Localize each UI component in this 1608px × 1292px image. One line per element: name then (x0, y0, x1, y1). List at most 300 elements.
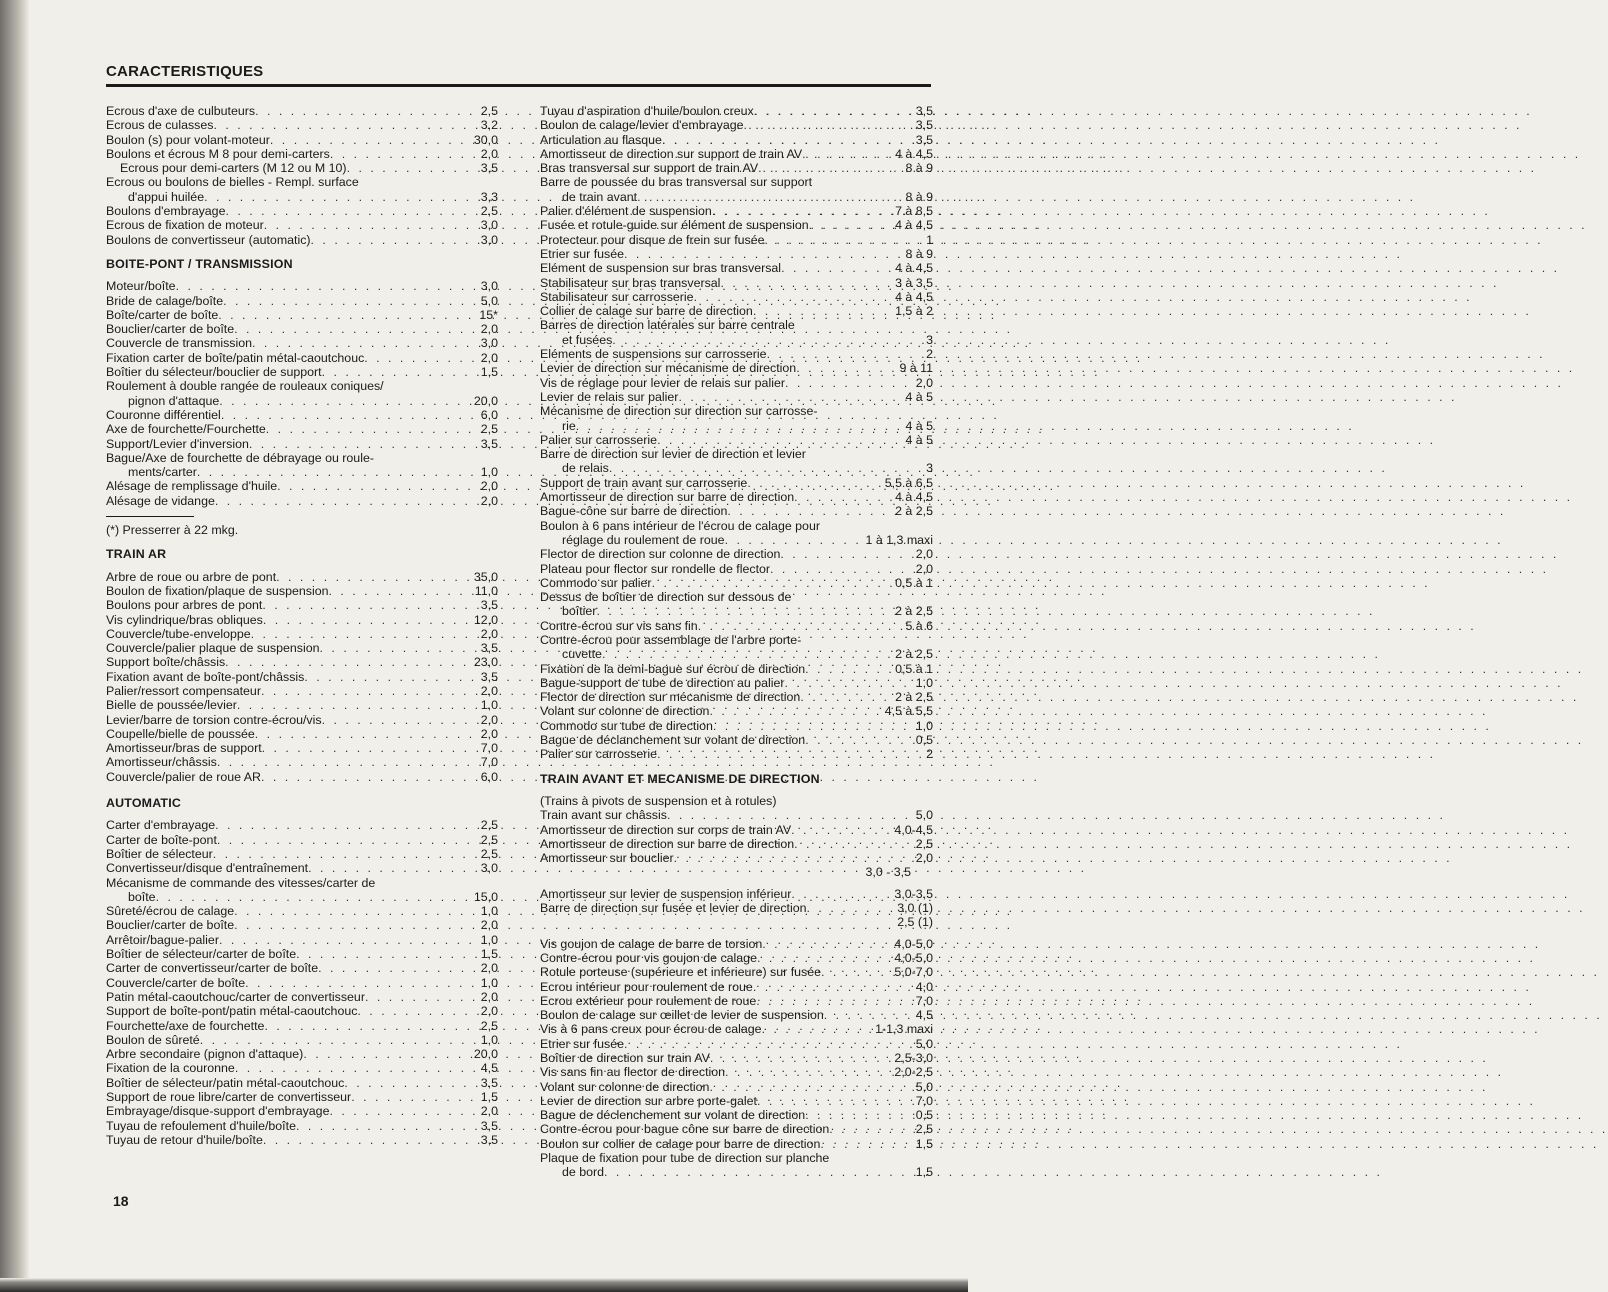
spec-value: 1,0 (480, 932, 498, 947)
section-title-boite-pont: BOITE-PONT / TRANSMISSION (106, 256, 293, 271)
spec-label: Boulon (s) pour volant-moteur (106, 132, 270, 147)
leader-dots (754, 104, 913, 118)
spec-value: 23,0 (473, 655, 498, 670)
leader-dots (322, 365, 478, 379)
spec-row (106, 976, 498, 990)
spec-value: 2,5 (480, 818, 498, 833)
spec-row (106, 655, 498, 669)
spec-label: Couvercle de transmission (106, 336, 252, 351)
spec-value: 2,0 (915, 547, 933, 562)
spec-value: 2,0 (915, 375, 933, 390)
fusee-extra-value: 2,5 (1) (897, 915, 933, 930)
spec-row (106, 190, 498, 204)
spec-row (106, 598, 498, 612)
leader-dots (770, 562, 913, 576)
leader-dots (725, 1065, 891, 1079)
leader-dots (197, 465, 478, 479)
spec-label: Carter d'embrayage (106, 818, 216, 833)
spec-label: Contre-écrou pour assemblage de l'arbre porte- (540, 632, 802, 647)
leader-dots (176, 279, 478, 293)
spec-label: Support de train avant sur carrosserie (540, 475, 748, 490)
spec-row (106, 161, 498, 175)
spec-row (106, 118, 498, 132)
page-title: CARACTERISTIQUES (106, 63, 264, 80)
spec-value: 2,0 (480, 322, 498, 337)
leader-dots (753, 304, 892, 318)
spec-row (540, 118, 933, 132)
leader-dots (276, 570, 471, 584)
leader-dots (225, 655, 471, 669)
leader-dots (217, 755, 478, 769)
leader-dots (296, 1119, 478, 1133)
spec-row (106, 933, 498, 947)
automatic-list (106, 818, 498, 1147)
spec-row (540, 1051, 933, 1065)
spec-label: cuvette (562, 647, 602, 662)
leader-dots (809, 218, 892, 232)
spec-value: 2,5 (480, 846, 498, 861)
leader-dots (820, 1137, 912, 1151)
spec-row (106, 294, 498, 308)
page-bottom-shadow (0, 1278, 968, 1292)
spec-value: 2,0 (915, 561, 933, 576)
spec-value: 2,0 (480, 712, 498, 727)
spec-row (540, 647, 933, 661)
spec-row (540, 304, 933, 318)
spec-value: 2,5-3,0 (894, 1051, 933, 1065)
spec-row (540, 519, 933, 533)
spec-row (540, 1122, 933, 1136)
spec-value: 3,5 (915, 118, 933, 133)
spec-label: Palier sur carrosserie (540, 747, 658, 762)
spec-value: 5,0 (915, 808, 933, 823)
spec-label: Amortisseur de direction sur barre de direction (540, 836, 795, 851)
spec-row (106, 308, 498, 322)
leader-dots (785, 676, 913, 690)
spec-row (540, 1065, 933, 1079)
leader-dots (791, 823, 891, 837)
spec-value: 1,0 (480, 465, 498, 480)
spec-value: 7 à 8,5 (895, 204, 933, 219)
spec-value: 2,0 (480, 989, 498, 1004)
spec-row (540, 965, 933, 979)
spacer (540, 880, 933, 887)
spec-value: 1,5 (915, 1136, 933, 1151)
spec-value: 3,5 (480, 669, 498, 684)
spec-label: Amortisseur sur bouclier (540, 851, 674, 866)
leader-dots (215, 494, 478, 508)
train-avant-subtitle: (Trains à pivots de suspension et à rotules) (540, 793, 777, 808)
spec-label: Mécanisme de direction sur direction sur carrosse- (540, 404, 818, 419)
spec-row (540, 433, 933, 447)
leader-dots (329, 584, 472, 598)
spec-label: Ecrous de fixation de moteur (106, 218, 264, 233)
spec-label: Vis à 6 pans creux pour écrou de calage (540, 1022, 762, 1037)
spec-row (540, 901, 933, 915)
leader-dots (824, 1008, 913, 1022)
title-rule (106, 84, 931, 87)
spec-row (106, 770, 498, 784)
leader-dots (255, 727, 478, 741)
spec-label: Arbre secondaire (pignon d'attaque) (106, 1047, 304, 1062)
spec-row (540, 980, 933, 994)
spec-value: 3,3 (480, 189, 498, 204)
spec-row (540, 361, 933, 375)
spec-label: Stabilisateur sur carrosserie (540, 289, 694, 304)
spec-row (106, 365, 498, 379)
spec-value: 2,5 (480, 1018, 498, 1033)
spec-label: Patin métal-caoutchouc/carter de convertisseur (106, 989, 365, 1004)
spec-value: 7,0 (915, 1093, 933, 1108)
leader-dots (765, 233, 924, 247)
spec-row (540, 290, 933, 304)
spec-label: Eléments de suspensions sur carrosserie (540, 347, 767, 362)
spec-row (540, 808, 933, 822)
spec-value: 2,5 (480, 204, 498, 219)
spec-label: Alésage de vidange (106, 493, 215, 508)
spec-row (106, 818, 498, 832)
section-title-train-ar: TRAIN AR (106, 547, 167, 562)
leader-dots (604, 1165, 913, 1179)
leader-dots (662, 133, 913, 147)
spec-row (106, 204, 498, 218)
leader-dots (727, 504, 892, 518)
spec-value: 4 à 5 (905, 432, 933, 447)
spec-label: Support de boîte-pont/patin métal-caoutchouc (106, 1004, 358, 1019)
spec-row (106, 833, 498, 847)
spec-value: 2,5 (480, 832, 498, 847)
spec-row (106, 741, 498, 755)
spec-value: 1,0 (915, 675, 933, 690)
spec-value: 7,0 (480, 755, 498, 770)
spec-label: Flector de direction sur mécanisme de direction (540, 690, 801, 705)
leader-dots (218, 308, 476, 322)
spec-value: 1 à 1,3 maxi (865, 532, 933, 547)
spec-label: Axe de fourchette/Fourchette (106, 422, 266, 437)
leader-dots (264, 1019, 477, 1033)
spec-value: 5,0 (915, 1079, 933, 1094)
spec-row (540, 204, 933, 218)
spec-label: Amortisseur/châssis (106, 755, 217, 770)
spec-label: Ecrous ou boulons de bielles - Rempl. surface (106, 175, 359, 190)
spec-value: 2 (926, 347, 933, 362)
spec-value: 1,5 (915, 1165, 933, 1180)
spec-value: 0,5 (915, 1108, 933, 1123)
spec-value: 2 à 2,5 (895, 504, 933, 519)
spec-row (540, 1094, 933, 1108)
spec-label: Alésage de remplissage d'huile (106, 479, 278, 494)
spec-row (106, 584, 498, 598)
spec-row (106, 1047, 498, 1061)
spec-value: 3,5 (480, 598, 498, 613)
train-avant-list-a (540, 808, 933, 865)
spec-label: Collier de calage sur barre de direction (540, 304, 753, 319)
leader-dots (758, 161, 902, 175)
spec-value: 11,0 (474, 583, 498, 598)
spec-row (106, 570, 498, 584)
spec-row (106, 1033, 498, 1047)
spec-row (106, 684, 498, 698)
spec-label: Support de roue libre/carter de convertisseur (106, 1090, 352, 1104)
spec-row (106, 847, 498, 861)
leader-dots (794, 837, 913, 851)
spec-row (540, 547, 933, 561)
spec-label: de bord (562, 1165, 605, 1180)
spec-label: Elément de suspension sur bras transversal (540, 261, 782, 276)
spec-value: 2 à 2,5 (895, 604, 933, 619)
spec-row (540, 704, 933, 718)
spec-value: 2,0 (480, 1104, 498, 1119)
spec-row (106, 876, 498, 890)
leader-dots (225, 204, 477, 218)
spec-row (540, 576, 933, 590)
leader-dots (213, 847, 478, 861)
leader-dots (576, 419, 903, 433)
section-title-automatic: AUTOMATIC (106, 796, 181, 811)
spec-row (540, 562, 933, 576)
spec-value: 7,0 (915, 993, 933, 1008)
spec-row (540, 1022, 933, 1036)
spec-label: Ecrous d'axe de culbuteurs (106, 104, 256, 118)
spec-row (106, 379, 498, 393)
leader-dots (364, 351, 477, 365)
train-avant-list-b (540, 887, 933, 916)
leader-dots (796, 361, 896, 375)
spec-label: Boîtier du sélecteur/bouclier de support (106, 365, 322, 380)
spec-label: Bague/Axe de fourchette de débrayage ou roule- (106, 450, 374, 465)
spec-value: 15* (479, 307, 498, 322)
leader-dots (612, 333, 923, 347)
leader-dots (303, 1047, 471, 1061)
boite-pont-list (106, 279, 498, 508)
spec-label: Barre de poussée du bras transversal sur support (540, 175, 813, 190)
spec-label: Tuyau de refoulement d'huile/boîte (106, 1118, 296, 1133)
leader-dots (304, 670, 477, 684)
leader-dots (757, 1094, 913, 1108)
spec-value: 2,0 (480, 350, 498, 365)
spec-row (106, 465, 498, 479)
spec-row (106, 351, 498, 365)
spec-value: 3,0 (480, 336, 498, 351)
spec-label: Fusée et rotule-guide sur élément de suspension (540, 218, 809, 233)
train-ar-list (106, 570, 498, 784)
leader-dots (713, 719, 913, 733)
spec-label: Palier d'élément de suspension (540, 204, 712, 219)
leader-dots (791, 887, 891, 901)
leader-dots (757, 951, 891, 965)
spec-value: 2 (926, 747, 933, 762)
leader-dots (624, 247, 902, 261)
spec-label: Flector de direction sur colonne de direction (540, 547, 781, 562)
leader-dots (720, 276, 892, 290)
leader-dots (805, 662, 892, 676)
spec-label: Bague-support de tube de direction au palier (540, 675, 785, 690)
spec-label: Palier sur carrosserie (540, 432, 658, 447)
leader-dots (753, 980, 913, 994)
leader-dots (785, 376, 913, 390)
spec-value: 35,0 (473, 569, 498, 584)
spec-value: 1,5 (480, 947, 498, 962)
leader-dots (320, 641, 478, 655)
spec-label: Train avant sur châssis (540, 808, 667, 823)
spec-row (106, 947, 498, 961)
leader-dots (237, 698, 478, 712)
spec-value: 1-1,3 maxi (875, 1022, 933, 1037)
spec-value: 3,0-3,5 (894, 886, 933, 901)
footnote: (*) Presserrer à 22 mkg. (106, 523, 239, 538)
spec-value: 4 à 4,5 (895, 146, 933, 161)
spec-value: 3,2 (480, 118, 498, 133)
spec-label: réglage du roulement de roue (562, 532, 725, 547)
leader-dots (678, 390, 902, 404)
spec-label: Boulons pour arbres de pont (106, 598, 263, 613)
spec-label: Bras transversal sur support de train AV (540, 161, 759, 176)
spec-row (106, 641, 498, 655)
spec-label: Levier de relais sur palier (540, 389, 679, 404)
leader-dots (712, 204, 892, 218)
spec-row (540, 1080, 933, 1094)
spec-row (540, 233, 933, 247)
spec-value: 4 à 4,5 (895, 218, 933, 233)
spec-value: 3,0 (480, 861, 498, 876)
spec-label: Etrier sur fusée (540, 246, 625, 261)
spec-label: Levier de direction sur arbre porte-galet (540, 1093, 757, 1108)
leader-dots (296, 947, 478, 961)
leader-dots (709, 1080, 912, 1094)
spec-row (540, 447, 933, 461)
spec-row (106, 1061, 498, 1075)
spec-value: 2,0 (480, 683, 498, 698)
leader-dots (234, 918, 478, 932)
spec-label: Mécanisme de commande des vitesses/carter de (106, 875, 376, 890)
spec-label: Contre-écrou pour vis goujon de calage (540, 950, 757, 965)
spec-value: 1 (926, 232, 933, 247)
spec-label: Arbre de roue ou arbre de pont (106, 569, 277, 584)
spec-value: 3 à 3,5 (895, 275, 933, 290)
spec-row (106, 613, 498, 627)
spec-row (540, 1137, 933, 1151)
spec-row (540, 133, 933, 147)
spec-row (106, 147, 498, 161)
spec-row (106, 713, 498, 727)
spec-row (540, 619, 933, 633)
spec-label: Bague de déclenchement sur volant de direction (540, 1108, 806, 1123)
spec-value: 30,0 (473, 132, 498, 147)
spec-value: 8 à 9 (905, 161, 933, 176)
leader-dots (657, 747, 923, 761)
leader-dots (262, 741, 478, 755)
spec-label: et fusées (562, 332, 613, 347)
spec-value: 5,0-7,0 (894, 965, 933, 980)
spec-row (540, 1037, 933, 1051)
leader-dots (263, 613, 471, 627)
spec-value: 3,5 (480, 161, 498, 176)
spec-label: ments/carter (128, 465, 197, 480)
leader-dots (266, 422, 478, 436)
leader-dots (351, 1090, 478, 1104)
spec-row (540, 1008, 933, 1022)
spec-value: 2,0 (480, 918, 498, 933)
leader-dots (217, 833, 478, 847)
spec-label: Barre de direction sur fusée et levier de direction (540, 901, 807, 916)
leader-dots (249, 437, 478, 451)
leader-dots (252, 336, 478, 350)
leader-dots (213, 118, 477, 132)
spec-row (106, 104, 498, 118)
spec-value: 4,0-5,0 (894, 950, 933, 965)
spec-label: Bague de déclanchement sur volant de direction (540, 733, 806, 748)
spec-value: 2,0 (480, 493, 498, 508)
spec-label: Couvercle/palier plaque de suspension (106, 641, 320, 656)
spec-row (540, 218, 933, 232)
leader-dots (330, 147, 478, 161)
spec-label: Boulons et écrous M 8 pour demi-carters (106, 146, 330, 161)
spec-label: Ecrou intérieur pour roulement de roue (540, 979, 753, 994)
leader-dots (800, 690, 892, 704)
spec-value: 4,5 (915, 1008, 933, 1023)
spec-row (540, 662, 933, 676)
spec-label: d'appui huilée (128, 189, 205, 204)
leader-dots (329, 1104, 477, 1118)
leader-dots (255, 104, 478, 118)
spec-row (106, 175, 498, 189)
spec-row (540, 937, 933, 951)
spec-label: Boîtier de direction sur train AV (540, 1051, 710, 1065)
spec-row (106, 670, 498, 684)
spec-row (106, 990, 498, 1004)
spec-label: Barres de direction latérales sur barre centrale (540, 318, 795, 333)
leader-dots (263, 1133, 478, 1147)
train-avant-list-c (540, 937, 933, 1180)
spec-row (540, 190, 933, 204)
spec-row (106, 218, 498, 232)
spec-label: de train avant (562, 189, 638, 204)
spec-value: 4,5 à 5,5 (884, 704, 933, 719)
spec-label: Ecrou extérieur pour roulement de roue (540, 993, 757, 1008)
spec-row (106, 627, 498, 641)
bouclier-extra-value: 3,0 - 3,5 (865, 865, 911, 880)
spec-label: Amortisseur/bras de support (106, 741, 262, 756)
spec-value: 20,0 (473, 393, 498, 408)
spec-row (540, 604, 933, 618)
spec-label: Levier de direction sur mécanisme de direction (540, 361, 797, 376)
spec-row (540, 1108, 933, 1122)
spec-label: rie (562, 418, 576, 433)
spec-label: Plateau pour flector sur rondelle de flector (540, 561, 771, 576)
spec-value: 2,0 (480, 146, 498, 161)
spec-value: 2,0 (480, 961, 498, 976)
spec-row (540, 633, 933, 647)
spec-row (106, 1090, 498, 1104)
spec-row (540, 533, 933, 547)
spec-row (540, 590, 933, 604)
spec-row (540, 347, 933, 361)
spec-label: Boulon à 6 pans intérieur de l'écrou de calage pour (540, 518, 820, 533)
spec-label: Bouclier/carter de boîte (106, 918, 235, 933)
spec-row (540, 676, 933, 690)
leader-dots (318, 961, 478, 975)
spec-row (540, 476, 933, 490)
spec-row (106, 890, 498, 904)
spec-row (540, 823, 933, 837)
spec-label: Fourchette/axe de fourchette (106, 1018, 265, 1033)
spec-row (540, 1151, 933, 1165)
spec-value: 2,0 (480, 1004, 498, 1019)
spec-label: Support boîte/châssis (106, 655, 226, 670)
spec-row (106, 1133, 498, 1147)
spec-row (540, 419, 933, 433)
spec-label: Ecrous de culasses (106, 118, 214, 133)
